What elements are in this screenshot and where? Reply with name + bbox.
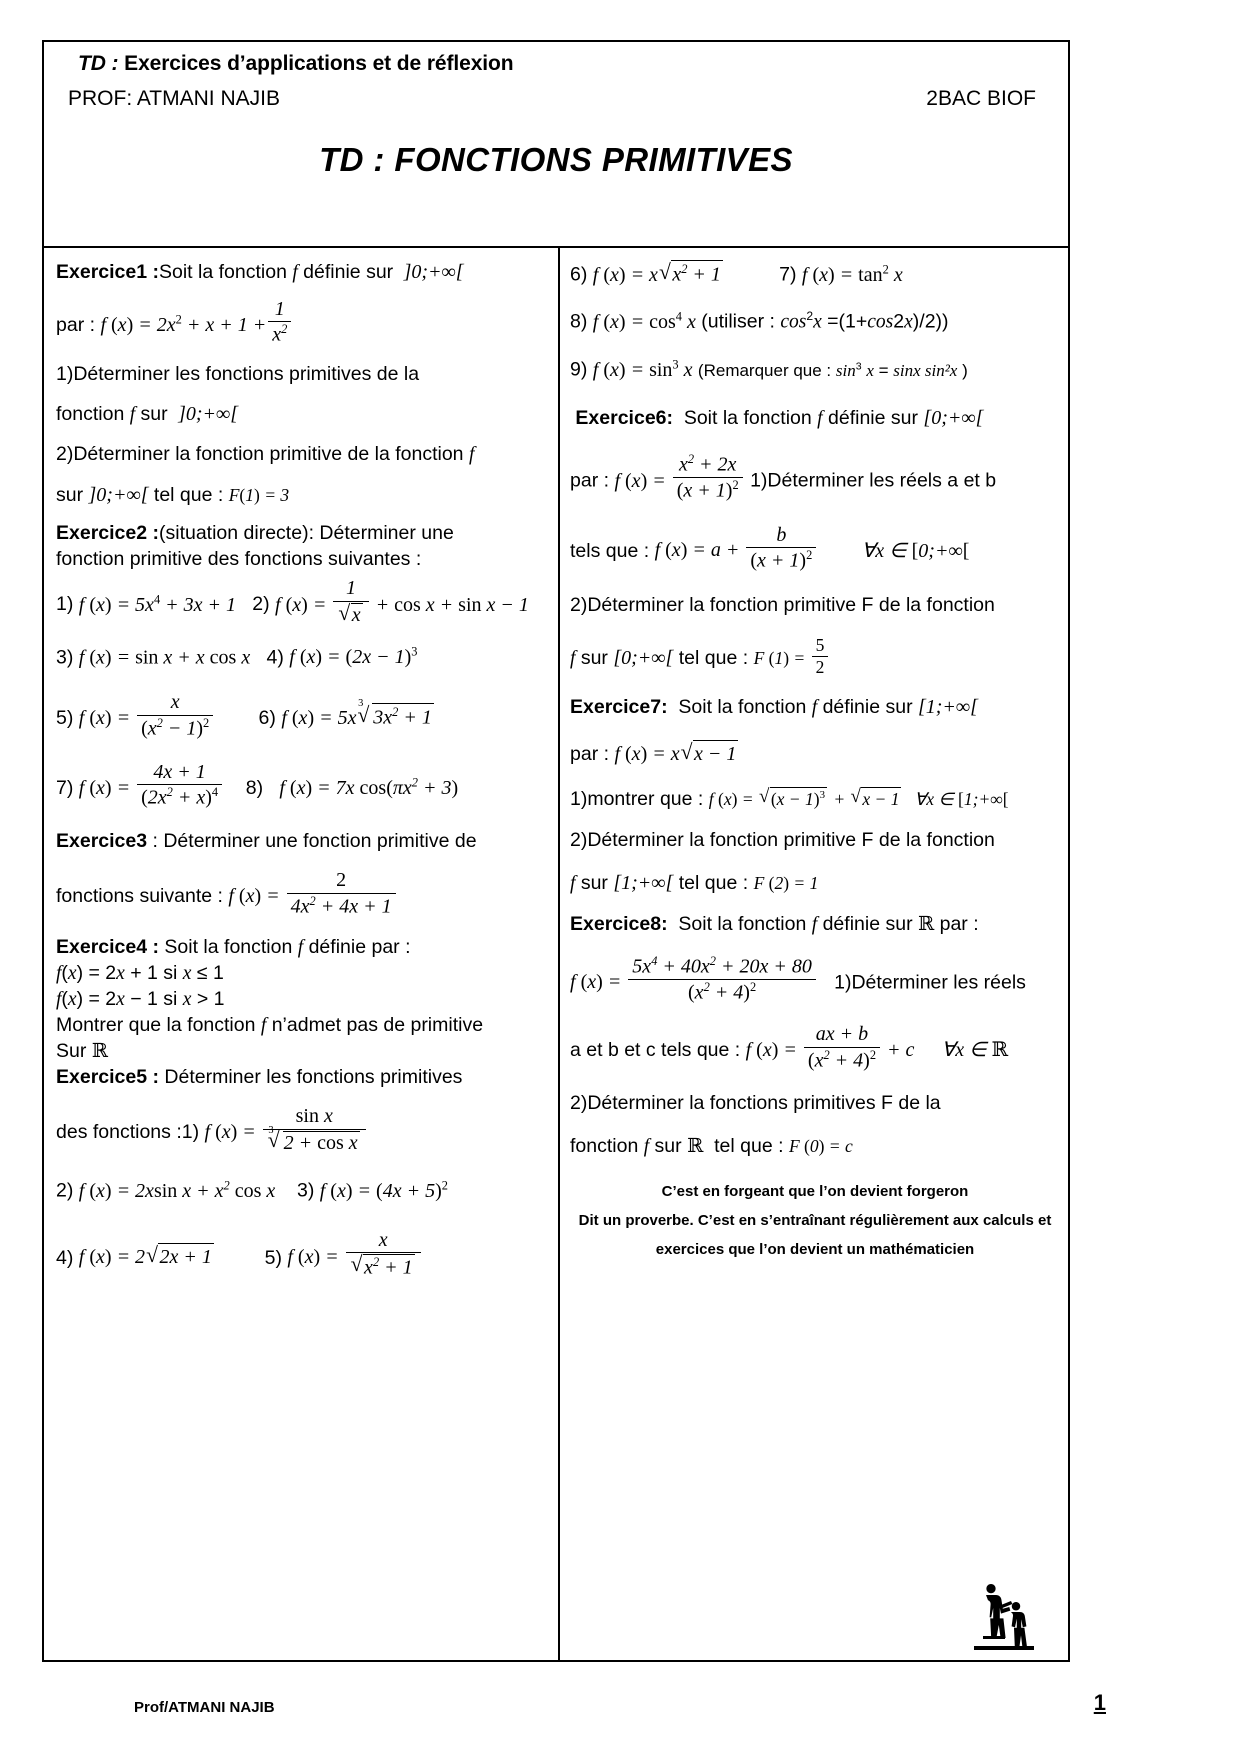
- class-level: 2BAC BIOF: [926, 87, 1036, 110]
- exercice4-label: Exercice4 :: [56, 936, 159, 959]
- exercice5-item-8: 8) f $(x) = \cos^4 x$ (utiliser : $\cos^2x =(1+\cos 2x)/2$)): [570, 309, 949, 334]
- exercice6-label: Exercice6:: [575, 407, 673, 430]
- exercice5-item-7: 7) f $(x) = \tan^2 x$: [779, 262, 903, 286]
- proverb-line-2: Dit un proverbe. C’est en s’entraînant régulièrement aux calculs et: [578, 1211, 1052, 1229]
- exercice1-q2: 2)Déterminer la fonction primitive de la fonction f: [56, 443, 475, 466]
- exercice2-item-6: 6) f (x) = 5x √ 3 $3x^2 + 1$: [259, 707, 436, 729]
- footer-author: Prof/ATMANI NAJIB: [134, 1699, 275, 1716]
- exercice4-q1b: Sur ℝ: [56, 1039, 108, 1063]
- blacksmith-icon: [968, 1578, 1040, 1656]
- exercice8-heading: [570, 912, 1060, 937]
- exercice5-row-3: [56, 1230, 550, 1280]
- exercice6-q2: 2)Déterminer la fonction primitive F de la fonction: [570, 594, 995, 617]
- right-column: [558, 248, 1068, 1662]
- exercice6-definition: par : f (x) = $\frac{x^2 + 2x}{(x + 1)^2}$ 1)Déterminer les réels a et b: [570, 452, 997, 502]
- exercice7-q2: 2)Déterminer la fonction primitive F de la fonction: [570, 829, 995, 852]
- exercice1-intro: Soit la fonction f définie sur ]0;+∞[: [159, 261, 464, 283]
- exercice5-row-2: [56, 1178, 550, 1203]
- exercice3-intro: : Déterminer une fonction primitive de: [147, 829, 477, 852]
- exercice4-q1: Montrer que la fonction f n’admet pas de primitive: [56, 1013, 484, 1036]
- exercice4-heading: [56, 936, 550, 960]
- exercice5-label: Exercice5 :: [56, 1066, 159, 1089]
- professor-name: PROF: ATMANI NAJIB: [68, 87, 280, 110]
- exercice1-definition: par : f $(x) = 2x^2 + x + 1$ + $\frac{1}{x^2}$: [56, 299, 550, 347]
- header-meta-row: [44, 87, 1068, 111]
- exercice6-tels-que: tels que : f (x) = a + $\frac{b}{(x + 1)^2}$ ∀x ∈ [0;+∞[: [570, 523, 970, 572]
- header-subtitle-text: Exercices d’applications et de réflexion: [118, 52, 514, 75]
- exercice5-item-1: des fonctions :1) f (x) = sin x √ 3 2 + cos x: [56, 1106, 550, 1154]
- page-header: [44, 42, 1068, 248]
- exercice7-heading: [570, 695, 1060, 720]
- worksheet-page: [42, 40, 1070, 1662]
- page-title: TD : FONCTIONS PRIMITIVES: [319, 141, 793, 178]
- exercice5-item-5: 5) f (x) = x √ $x^2 + 1$: [265, 1246, 423, 1268]
- left-column: [44, 248, 558, 1662]
- exercice2-heading: [56, 522, 550, 546]
- exercice2-row-4: [56, 762, 550, 810]
- exercice2-item-7: 7) f (x) = $\frac{4x + 1}{(2x^2 + x)^4}$: [56, 777, 224, 799]
- exercice5-heading: [56, 1066, 550, 1090]
- proverb-line-3: exercices que l’on devient un mathématicien: [655, 1241, 975, 1259]
- exercice1-label: Exercice1 :: [56, 261, 159, 283]
- header-subtitle: [44, 52, 1068, 76]
- exercice3-label: Exercice3: [56, 829, 148, 852]
- exercice6-intro: Soit la fonction f définie sur [0;+∞[: [673, 407, 984, 430]
- exercice8-intro: Soit la fonction f définie sur ℝ par :: [667, 911, 979, 935]
- exercice5-item-3: 3) f $(x) = (4x + 5)^2$: [296, 1178, 448, 1202]
- exercice8-tels-que: a et b et c tels que : f (x) = $\frac{ax + b}{(x^2 + 4)^2}$ + c ∀x ∈ ℝ: [570, 1023, 1009, 1072]
- exercice1-q1b: fonction f sur ]0;+∞[: [56, 403, 239, 426]
- exercice5-item-2: 2) f (x) = 2xsin $x + x^2$ cos x: [56, 1178, 276, 1202]
- exercice4-case2: f(x) = 2x − 1 si x > 1: [56, 987, 225, 1010]
- exercice2-item-1: 1) f $(x) = 5x^4 + 3x + 1$: [56, 591, 237, 616]
- exercice7-label: Exercice7:: [570, 696, 668, 718]
- exercice6-q2b: f sur [0;+∞[ tel que : F (1) = $\frac{5}{2}$: [570, 636, 1060, 677]
- exercice6-q1: 1)Déterminer les réels a et b: [750, 469, 997, 492]
- exercice8-label: Exercice8:: [570, 912, 668, 935]
- exercice8-q2: 2)Déterminer la fonctions primitives F de la: [570, 1092, 941, 1115]
- content-columns: [44, 248, 1068, 1662]
- exercice4-intro: Soit la fonction f définie par :: [159, 936, 411, 959]
- exercice2-row-3: [56, 692, 550, 740]
- exercice6-heading: [570, 406, 1060, 431]
- exercice2-item-8: 8) f (x) = 7x $\cos(\pi x^2 + 3)$: [245, 774, 459, 799]
- exercice8-q2b: fonction f sur ℝ tel que : F (0) = c: [570, 1133, 853, 1157]
- exercice1-q1: 1)Déterminer les fonctions primitives de la: [56, 362, 420, 385]
- exercice2-row-1: [56, 578, 550, 626]
- exercice1-heading: [56, 260, 550, 285]
- exercice7-intro: Soit la fonction f définie sur [1;+∞[: [667, 696, 978, 718]
- exercice2-item-3: 3) f (x) = sin x + x cos x: [56, 646, 251, 669]
- exercice3-heading: [56, 830, 550, 854]
- exercice1-q2b: sur ]0;+∞[ tel que : F(1) = 3: [56, 483, 290, 506]
- page-number: 1: [1093, 1690, 1106, 1715]
- exercice5-item-9: 9) f $(x) = \sin^3 x$ (Remarquer que : $\sin^3 x = \sin x$ sin²x ): [570, 356, 968, 381]
- header-td-label: TD :: [78, 52, 119, 75]
- page-footer: [42, 1690, 1198, 1716]
- exercice2-intro2: fonction primitive des fonctions suivantes :: [56, 547, 422, 570]
- exercice2-item-4: 4) f $(x) = (2x - 1)^3$: [266, 644, 418, 669]
- proverb-block: [570, 1177, 1060, 1265]
- exercice2-label: Exercice2 :: [56, 521, 159, 544]
- exercice2-row-2: [56, 645, 550, 670]
- exercice2-item-5: 5) f (x) = $\frac{x}{(x^2 - 1)^2}$: [56, 707, 215, 729]
- exercice5-row-4: [570, 260, 1060, 287]
- exercice7-q2b: f sur [1;+∞[ tel que : F (2) = 1: [570, 872, 819, 895]
- exercice5-item-6: 6) f (x) = x √ $x^2 + 1$: [570, 264, 725, 286]
- exercice4-case1: f(x) = 2x + 1 si x ≤ 1: [56, 962, 224, 985]
- exercice3-formula-line: fonctions suivante : f (x) = $\frac{2}{4x^2 + 4x + 1}$: [56, 870, 550, 918]
- exercice7-q1: 1)montrer que : f (x) = √ $(x - 1)^3$ + √ x − 1 ∀x ∈ [1;+∞[: [570, 787, 1060, 812]
- exercice8-definition: f (x) = $\frac{5x^4 + 40x^2 + 20x + 80}{(x^2 + 4)^2}$ 1)Déterminer les réels: [570, 953, 1026, 1004]
- exercice2-item-2: 2) f (x) = 1 √ x + cos x + sin x − 1: [252, 594, 529, 616]
- exercice5-item-4: 4) f (x) = 2 √ 2x + 1: [56, 1246, 216, 1268]
- exercice2-intro: (situation directe): Déterminer une: [159, 521, 454, 544]
- exercice7-definition: par : f (x) = x √ x − 1: [570, 740, 1060, 767]
- exercice8-q1: 1)Déterminer les réels: [834, 971, 1026, 994]
- proverb-line-1: C’est en forgeant que l’on devient forgeron: [661, 1182, 969, 1200]
- exercice5-intro: Déterminer les fonctions primitives: [159, 1066, 463, 1089]
